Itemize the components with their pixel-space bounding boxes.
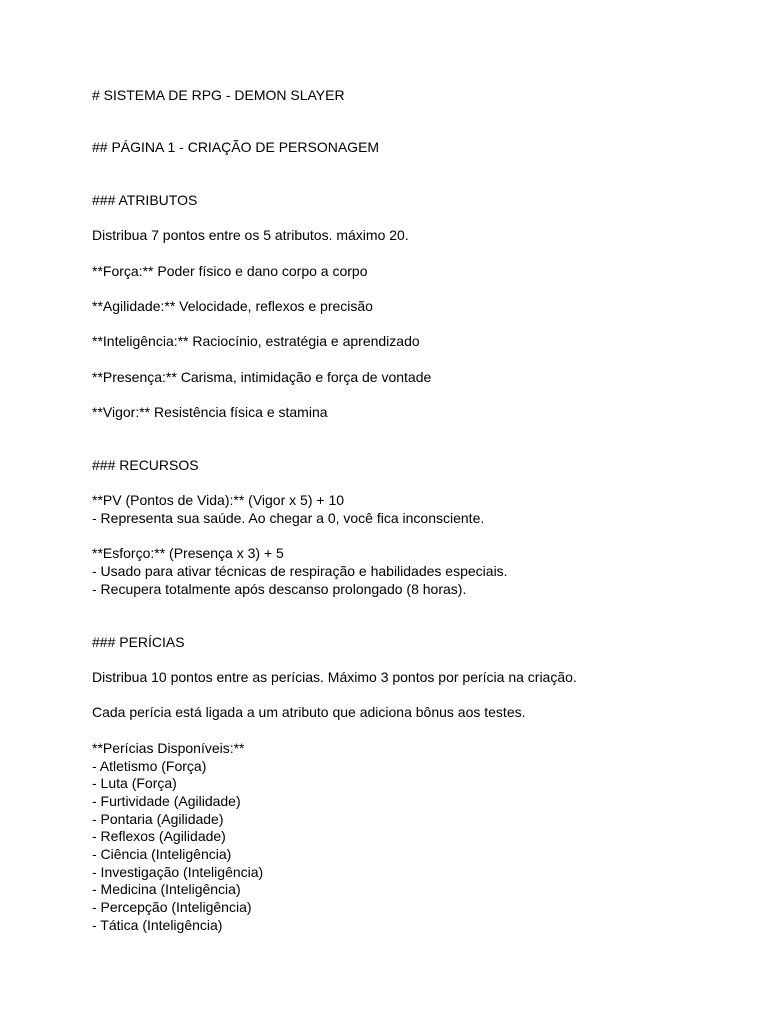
skill-item: - Medicina (Inteligência) xyxy=(92,881,241,897)
skill-item: - Tática (Inteligência) xyxy=(92,917,223,933)
attribute-item: **Presença:** Carisma, intimidação e força de vontade xyxy=(92,369,432,385)
section-heading-atributos: ### ATRIBUTOS xyxy=(92,192,198,208)
attribute-item: **Força:** Poder físico e dano corpo a corpo xyxy=(92,263,368,279)
atributos-intro: Distribua 7 pontos entre os 5 atributos. máximo 20. xyxy=(92,227,409,243)
skill-item: - Investigação (Inteligência) xyxy=(92,864,264,880)
pv-formula: **PV (Pontos de Vida):** (Vigor x 5) + 10 xyxy=(92,492,345,508)
skill-item: - Ciência (Inteligência) xyxy=(92,846,232,862)
pericias-intro: Distribua 10 pontos entre as perícias. Máximo 3 pontos por perícia na criação. xyxy=(92,669,577,685)
skill-item: - Percepção (Inteligência) xyxy=(92,899,252,915)
esforco-note: - Recupera totalmente após descanso prolongado (8 horas). xyxy=(92,581,467,597)
pv-note: - Representa sua saúde. Ao chegar a 0, você fica inconsciente. xyxy=(92,510,485,526)
section-heading-pericias: ### PERÍCIAS xyxy=(92,634,185,650)
skill-item: - Pontaria (Agilidade) xyxy=(92,811,224,827)
pericias-note: Cada perícia está ligada a um atributo que adiciona bônus aos testes. xyxy=(92,704,526,720)
attribute-item: **Agilidade:** Velocidade, reflexos e precisão xyxy=(92,298,373,314)
skill-item: - Atletismo (Força) xyxy=(92,758,207,774)
attribute-item: **Inteligência:** Raciocínio, estratégia e aprendizado xyxy=(92,333,420,349)
skill-item: - Luta (Força) xyxy=(92,775,177,791)
esforco-note: - Usado para ativar técnicas de respiração e habilidades especiais. xyxy=(92,563,508,579)
esforco-formula: **Esforço:** (Presença x 3) + 5 xyxy=(92,545,284,561)
document-title: # SISTEMA DE RPG - DEMON SLAYER xyxy=(92,87,345,103)
page-heading: ## PÁGINA 1 - CRIAÇÃO DE PERSONAGEM xyxy=(92,139,380,155)
section-heading-recursos: ### RECURSOS xyxy=(92,457,199,473)
skill-item: - Furtividade (Agilidade) xyxy=(92,793,241,809)
attribute-item: **Vigor:** Resistência física e stamina xyxy=(92,404,328,420)
pericias-list-heading: **Perícias Disponíveis:** xyxy=(92,740,245,756)
skill-item: - Reflexos (Agilidade) xyxy=(92,828,226,844)
